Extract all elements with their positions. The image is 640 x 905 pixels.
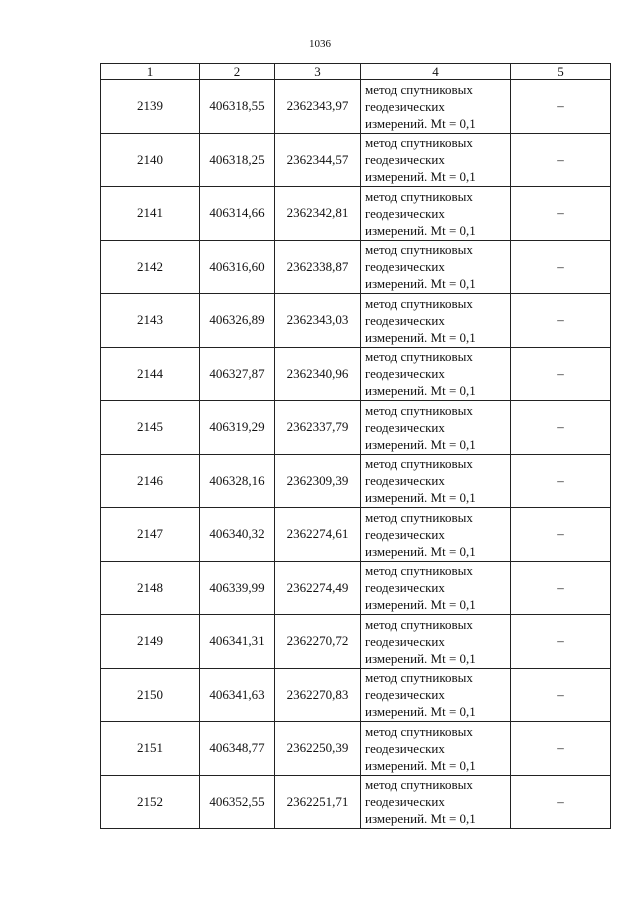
note-cell: – xyxy=(511,347,611,401)
table-row xyxy=(101,80,611,134)
table-row xyxy=(101,561,611,615)
x-coordinate-cell: 406314,66 xyxy=(200,187,275,241)
point-id-cell: 2142 xyxy=(101,240,200,294)
x-coordinate-cell: 406316,60 xyxy=(200,240,275,294)
y-coordinate-cell: 2362274,61 xyxy=(275,508,361,562)
method-text-line: геодезических xyxy=(365,526,445,542)
table-row xyxy=(101,294,611,348)
point-id-cell: 2147 xyxy=(101,508,200,562)
method-text-line: метод спутниковых xyxy=(365,616,473,632)
point-id-cell: 2150 xyxy=(101,668,200,722)
x-coordinate-cell: 406319,29 xyxy=(200,401,275,455)
y-coordinate-cell: 2362251,71 xyxy=(275,775,361,829)
method-text-line: геодезических xyxy=(365,152,445,168)
note-cell: – xyxy=(511,668,611,722)
method-text-line: геодезических xyxy=(365,98,445,114)
column-header: 1 xyxy=(101,64,200,80)
x-coordinate-cell: 406339,99 xyxy=(200,561,275,615)
method-cell xyxy=(361,294,511,348)
method-text-line: метод спутниковых xyxy=(365,402,473,418)
x-coordinate-cell: 406328,16 xyxy=(200,454,275,508)
method-text-line: геодезических xyxy=(365,259,445,275)
method-text-line: измерений. Mt = 0,1 xyxy=(365,383,476,399)
method-text-line: геодезических xyxy=(365,633,445,649)
method-text-line: геодезических xyxy=(365,740,445,756)
point-id-cell: 2146 xyxy=(101,454,200,508)
point-id-cell: 2141 xyxy=(101,187,200,241)
y-coordinate-cell: 2362343,97 xyxy=(275,80,361,134)
table-row xyxy=(101,187,611,241)
method-text-line: измерений. Mt = 0,1 xyxy=(365,490,476,506)
method-cell xyxy=(361,187,511,241)
y-coordinate-cell: 2362338,87 xyxy=(275,240,361,294)
table-row xyxy=(101,508,611,562)
table-row xyxy=(101,615,611,669)
point-id-cell: 2149 xyxy=(101,615,200,669)
method-cell xyxy=(361,561,511,615)
method-text-line: измерений. Mt = 0,1 xyxy=(365,597,476,613)
method-text-line: измерений. Mt = 0,1 xyxy=(365,757,476,773)
header-row xyxy=(101,64,611,80)
method-text-line: геодезических xyxy=(365,312,445,328)
y-coordinate-cell: 2362340,96 xyxy=(275,347,361,401)
y-coordinate-cell: 2362337,79 xyxy=(275,401,361,455)
method-text-line: геодезических xyxy=(365,473,445,489)
y-coordinate-cell: 2362343,03 xyxy=(275,294,361,348)
method-cell xyxy=(361,615,511,669)
method-cell xyxy=(361,668,511,722)
method-text-line: измерений. Mt = 0,1 xyxy=(365,650,476,666)
point-id-cell: 2139 xyxy=(101,80,200,134)
point-id-cell: 2140 xyxy=(101,133,200,187)
point-id-cell: 2152 xyxy=(101,775,200,829)
method-text-line: измерений. Mt = 0,1 xyxy=(365,115,476,131)
method-text-line: измерений. Mt = 0,1 xyxy=(365,329,476,345)
method-cell xyxy=(361,722,511,776)
point-id-cell: 2151 xyxy=(101,722,200,776)
method-text-line: геодезических xyxy=(365,687,445,703)
method-text-line: измерений. Mt = 0,1 xyxy=(365,276,476,292)
y-coordinate-cell: 2362342,81 xyxy=(275,187,361,241)
note-cell: – xyxy=(511,80,611,134)
y-coordinate-cell: 2362344,57 xyxy=(275,133,361,187)
note-cell: – xyxy=(511,401,611,455)
method-text-line: измерений. Mt = 0,1 xyxy=(365,169,476,185)
method-cell xyxy=(361,401,511,455)
note-cell: – xyxy=(511,561,611,615)
method-cell xyxy=(361,80,511,134)
method-text-line: метод спутниковых xyxy=(365,295,473,311)
note-cell: – xyxy=(511,294,611,348)
note-cell: – xyxy=(511,508,611,562)
x-coordinate-cell: 406318,25 xyxy=(200,133,275,187)
column-header: 2 xyxy=(200,64,275,80)
method-text-line: метод спутниковых xyxy=(365,723,473,739)
method-text-line: метод спутниковых xyxy=(365,188,473,204)
method-text-line: метод спутниковых xyxy=(365,242,473,258)
method-text-line: метод спутниковых xyxy=(365,456,473,472)
x-coordinate-cell: 406352,55 xyxy=(200,775,275,829)
x-coordinate-cell: 406326,89 xyxy=(200,294,275,348)
note-cell: – xyxy=(511,775,611,829)
note-cell: – xyxy=(511,187,611,241)
method-text-line: геодезических xyxy=(365,205,445,221)
x-coordinate-cell: 406318,55 xyxy=(200,80,275,134)
method-text-line: метод спутниковых xyxy=(365,563,473,579)
table-row xyxy=(101,722,611,776)
method-text-line: метод спутниковых xyxy=(365,135,473,151)
method-text-line: метод спутниковых xyxy=(365,670,473,686)
method-text-line: измерений. Mt = 0,1 xyxy=(365,222,476,238)
note-cell: – xyxy=(511,722,611,776)
table-row xyxy=(101,775,611,829)
column-header: 5 xyxy=(511,64,611,80)
column-header: 4 xyxy=(361,64,511,80)
method-cell xyxy=(361,240,511,294)
x-coordinate-cell: 406341,63 xyxy=(200,668,275,722)
x-coordinate-cell: 406327,87 xyxy=(200,347,275,401)
point-id-cell: 2144 xyxy=(101,347,200,401)
y-coordinate-cell: 2362270,72 xyxy=(275,615,361,669)
table-row xyxy=(101,401,611,455)
method-text-line: геодезических xyxy=(365,580,445,596)
method-text-line: метод спутниковых xyxy=(365,777,473,793)
point-id-cell: 2148 xyxy=(101,561,200,615)
note-cell: – xyxy=(511,240,611,294)
y-coordinate-cell: 2362309,39 xyxy=(275,454,361,508)
y-coordinate-cell: 2362250,39 xyxy=(275,722,361,776)
y-coordinate-cell: 2362274,49 xyxy=(275,561,361,615)
point-id-cell: 2145 xyxy=(101,401,200,455)
x-coordinate-cell: 406341,31 xyxy=(200,615,275,669)
x-coordinate-cell: 406348,77 xyxy=(200,722,275,776)
note-cell: – xyxy=(511,133,611,187)
x-coordinate-cell: 406340,32 xyxy=(200,508,275,562)
method-text-line: метод спутниковых xyxy=(365,509,473,525)
method-text-line: метод спутниковых xyxy=(365,81,473,97)
method-cell xyxy=(361,454,511,508)
table-row xyxy=(101,454,611,508)
method-text-line: метод спутниковых xyxy=(365,349,473,365)
point-id-cell: 2143 xyxy=(101,294,200,348)
method-text-line: измерений. Mt = 0,1 xyxy=(365,543,476,559)
method-cell xyxy=(361,508,511,562)
method-text-line: геодезических xyxy=(365,419,445,435)
method-cell xyxy=(361,775,511,829)
column-header: 3 xyxy=(275,64,361,80)
table-row xyxy=(101,240,611,294)
table-row xyxy=(101,668,611,722)
table-row xyxy=(101,347,611,401)
method-text-line: геодезических xyxy=(365,366,445,382)
method-text-line: геодезических xyxy=(365,794,445,810)
method-cell xyxy=(361,347,511,401)
method-text-line: измерений. Mt = 0,1 xyxy=(365,436,476,452)
page-number: 1036 xyxy=(309,38,331,50)
y-coordinate-cell: 2362270,83 xyxy=(275,668,361,722)
coordinates-table xyxy=(100,63,611,829)
note-cell: – xyxy=(511,615,611,669)
method-text-line: измерений. Mt = 0,1 xyxy=(365,811,476,827)
table-row xyxy=(101,133,611,187)
method-cell xyxy=(361,133,511,187)
note-cell: – xyxy=(511,454,611,508)
method-text-line: измерений. Mt = 0,1 xyxy=(365,704,476,720)
